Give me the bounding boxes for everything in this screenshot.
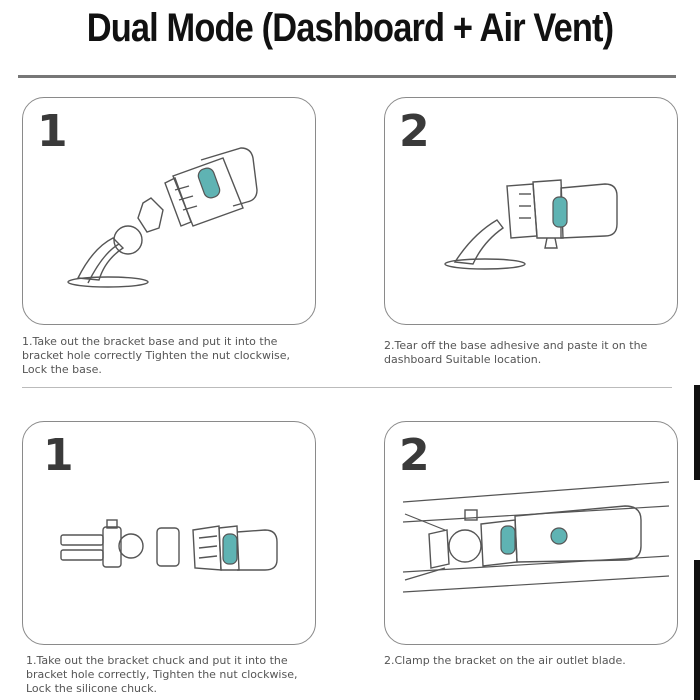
step-caption: [26, 654, 298, 696]
caption-line: 1.Take out the bracket base and put it into the: [22, 335, 278, 348]
step-number: 2: [399, 430, 430, 481]
step-number: 1: [43, 430, 74, 481]
step-panel-vent-2: [384, 421, 678, 645]
step-caption: [22, 335, 290, 377]
bracket-base-illustration: [23, 98, 315, 324]
caption-line: 2.Tear off the base adhesive and paste it on the: [384, 339, 648, 352]
caption-line: Lock the silicone chuck.: [26, 682, 157, 695]
step-caption: [384, 654, 626, 668]
vent-chuck-illustration: [23, 422, 315, 644]
caption-line: 2.Clamp the bracket on the air outlet blade.: [384, 654, 626, 667]
step-number: 1: [37, 106, 68, 157]
step-panel-vent-1: [22, 421, 316, 645]
step-panel-dashboard-2: [384, 97, 678, 325]
caption-line: 1.Take out the bracket chuck and put it into the: [26, 654, 288, 667]
caption-line: bracket hole correctly, Tighten the nut clockwise,: [26, 668, 298, 681]
step-panel-dashboard-1: [22, 97, 316, 325]
vent-clamp-illustration: [385, 422, 677, 644]
title-divider: [18, 75, 676, 78]
caption-line: Lock the base.: [22, 363, 102, 376]
mounted-dashboard-illustration: [385, 98, 677, 324]
page-title: Dual Mode (Dashboard + Air Vent): [86, 6, 614, 50]
section-divider: [22, 387, 672, 388]
caption-line: bracket hole correctly Tighten the nut clockwise,: [22, 349, 290, 362]
step-number: 2: [399, 106, 430, 157]
edge-bar: [694, 560, 700, 700]
caption-line: dashboard Suitable location.: [384, 353, 542, 366]
step-caption: [384, 339, 647, 367]
edge-bar: [694, 385, 700, 480]
